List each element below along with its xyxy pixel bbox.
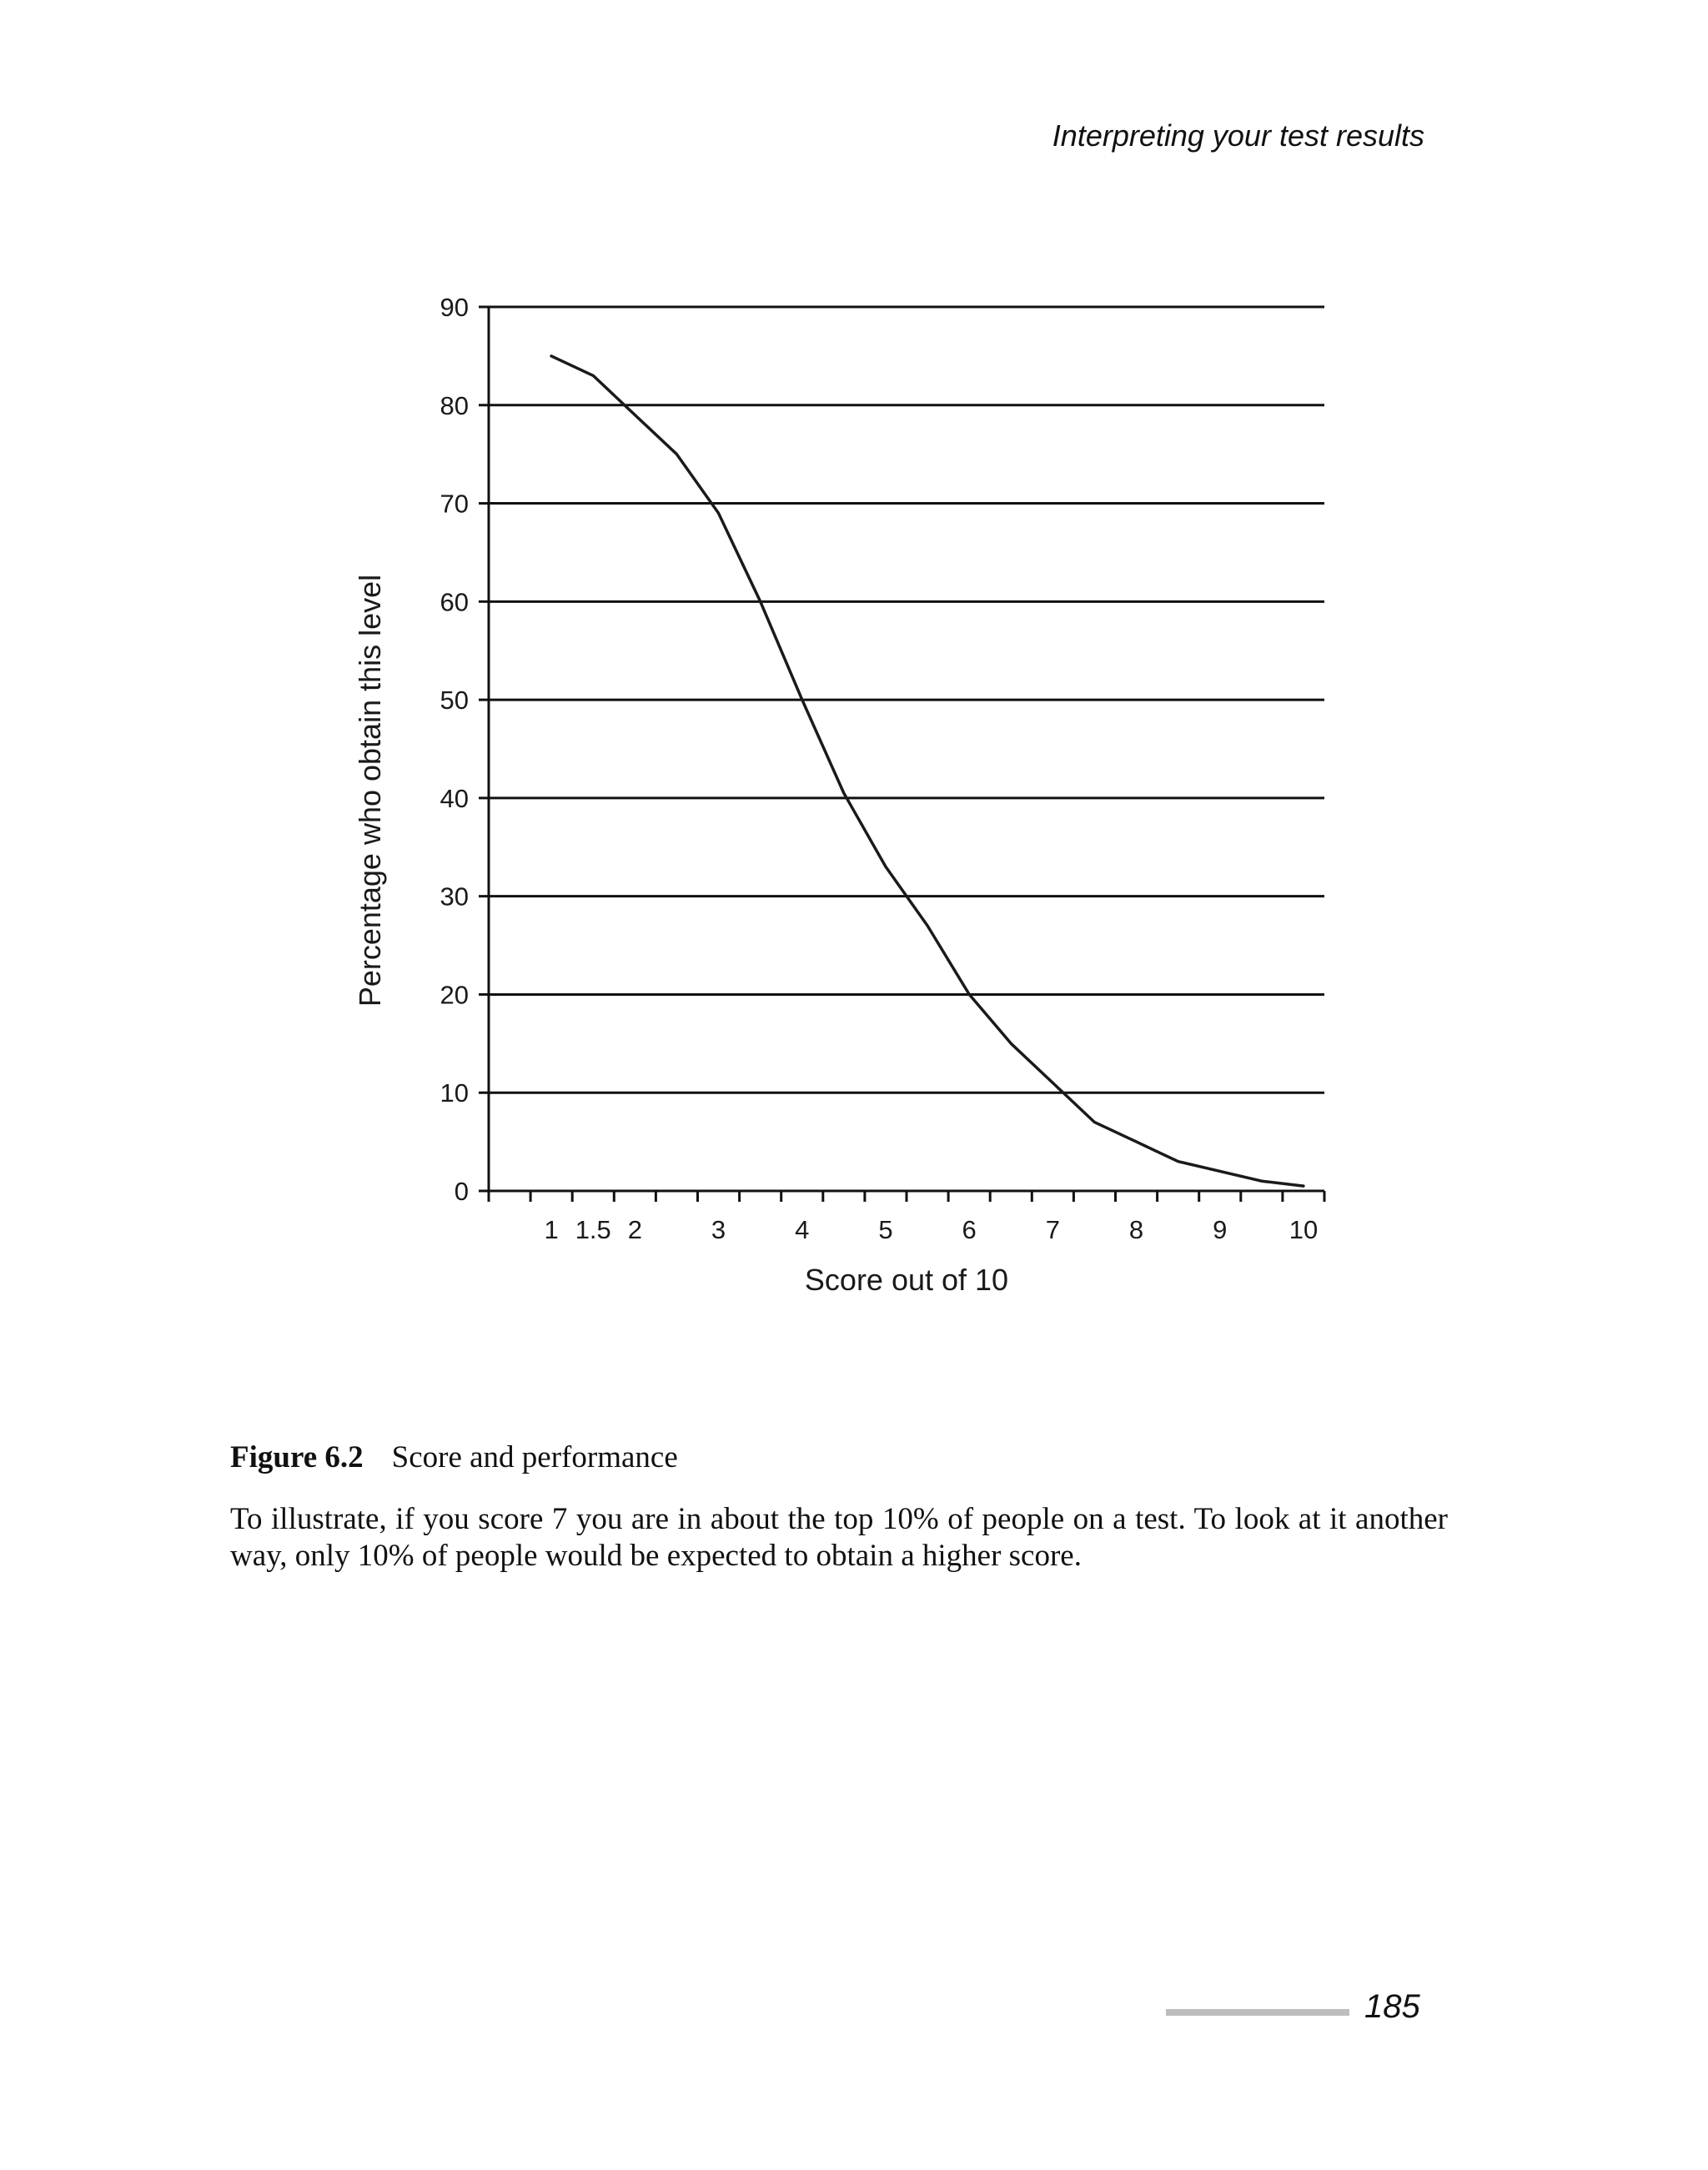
page-number: 185 xyxy=(1364,1988,1420,2025)
y-tick-label-0: 0 xyxy=(454,1177,469,1206)
x-tick-label-6: 6 xyxy=(962,1215,977,1244)
figure-caption xyxy=(230,1439,678,1475)
x-tick-label-9: 9 xyxy=(1213,1215,1228,1244)
y-axis-title: Percentage who obtain this level xyxy=(353,574,387,1007)
series-layer xyxy=(551,356,1304,1186)
series-line xyxy=(551,356,1304,1186)
x-tick-label-7: 7 xyxy=(1045,1215,1060,1244)
x-tick-label-4: 4 xyxy=(795,1215,810,1244)
x-tick-label-3: 3 xyxy=(711,1215,726,1244)
y-tick-label-70: 70 xyxy=(440,489,469,519)
axes xyxy=(487,307,1324,1193)
x-tick-label-1-5: 1.5 xyxy=(575,1215,611,1244)
y-tick-label-50: 50 xyxy=(440,686,469,716)
x-tick-label-2: 2 xyxy=(627,1215,642,1244)
running-head: Interpreting your test results xyxy=(1052,118,1424,153)
y-tick-label-30: 30 xyxy=(440,882,469,912)
x-tick-label-5: 5 xyxy=(878,1215,893,1244)
y-tick-label-40: 40 xyxy=(440,783,469,813)
y-tick-label-90: 90 xyxy=(440,293,469,322)
folio-rule xyxy=(1166,2009,1349,2016)
tick-labels xyxy=(440,293,1319,1244)
body-paragraph: To illustrate, if you score 7 you are in about the top 10% of people on a test. To look at it another way, only 10% of people would be expected to obtain a higher score. xyxy=(230,1502,1448,1573)
y-tick-label-20: 20 xyxy=(440,980,469,1010)
x-tick-label-8: 8 xyxy=(1128,1215,1144,1244)
x-axis-title: Score out of 10 xyxy=(804,1263,1009,1297)
y-tick-label-80: 80 xyxy=(440,390,469,420)
figure-label: Figure 6.2 xyxy=(230,1440,364,1474)
figure-caption-text: Score and performance xyxy=(391,1440,678,1474)
x-tick-label-10: 10 xyxy=(1289,1215,1319,1244)
x-tick-label-1: 1 xyxy=(544,1215,559,1244)
axis-ticks xyxy=(479,307,1324,1202)
y-tick-label-60: 60 xyxy=(440,587,469,617)
y-tick-label-10: 10 xyxy=(440,1078,469,1108)
gridlines xyxy=(489,307,1324,1093)
